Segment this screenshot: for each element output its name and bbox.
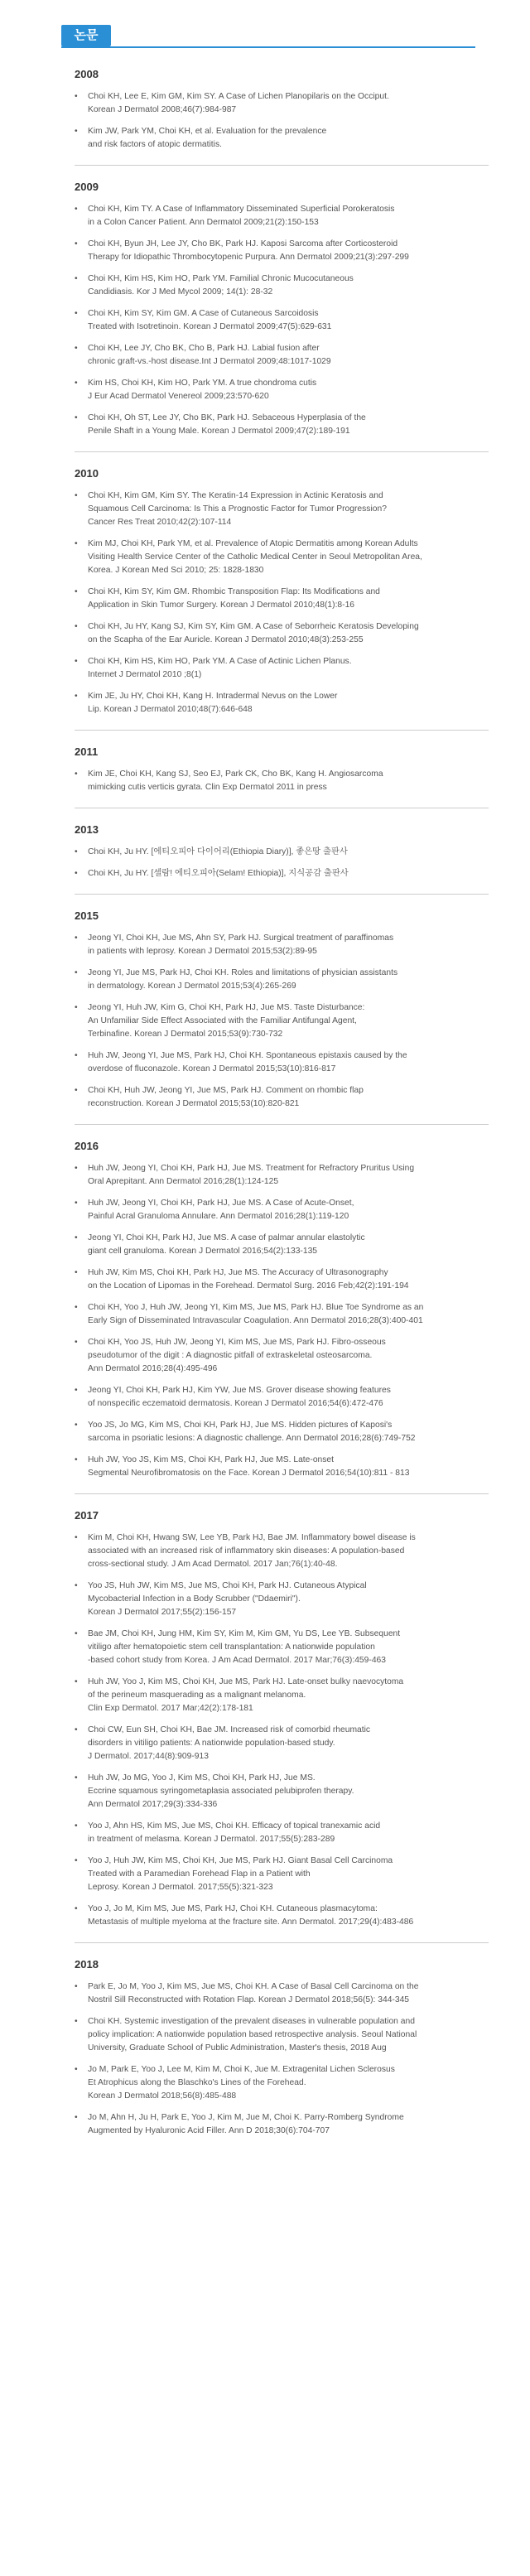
publication-entry	[75, 1820, 505, 1846]
citation-line: chronic graft-vs.-host disease.Int J Dermatol 2009;48:1017-1029	[88, 357, 331, 366]
section-divider	[75, 451, 489, 452]
citation-line: Choi KH, Kim GM, Kim SY. The Keratin-14 Expression in Actinic Keratosis and	[88, 491, 383, 500]
publication-entry	[75, 307, 505, 334]
citation-line: reconstruction. Korean J Dermatol 2015;53(10):820-821	[88, 1099, 300, 1108]
bullet-icon: •	[75, 968, 78, 977]
bullet-icon: •	[75, 1386, 78, 1395]
citation-line: Metastasis of multiple myeloma at the fracture site. Ann Dermatol. 2017;29(4):483-486	[88, 1918, 414, 1927]
citation-line: Kim JE, Choi KH, Kang SJ, Seo EJ, Park CK, Cho BK, Kang H. Angiosarcoma	[88, 769, 383, 779]
citation-line: Jeong YI, Choi KH, Park HJ, Jue MS. A case of palmar annular elastolytic	[88, 1233, 365, 1242]
bullet-icon: •	[75, 1982, 78, 1991]
citation-line: Jo M, Park E, Yoo J, Lee M, Kim M, Choi K, Jue M. Extragenital Lichen Sclerosus	[88, 2065, 395, 2074]
citation-line: Yoo J, Ahn HS, Kim MS, Jue MS, Choi KH. Efficacy of topical tranexamic acid	[88, 1821, 381, 1831]
citation-line: An Unfamiliar Side Effect Associated with the Familiar Antifungal Agent,	[88, 1016, 357, 1025]
bullet-icon: •	[75, 1821, 78, 1831]
publication-entry	[75, 90, 505, 117]
bullet-icon: •	[75, 769, 78, 779]
bullet-icon: •	[75, 2113, 78, 2122]
citation-line: Treated with Isotretinoin. Korean J Dermatol 2009;47(5):629-631	[88, 322, 332, 331]
publication-entry	[75, 932, 505, 958]
citation-line: in a Colon Cancer Patient. Ann Dermatol 2009;21(2):150-153	[88, 218, 319, 227]
bullet-icon: •	[75, 1904, 78, 1913]
publication-entry	[75, 490, 505, 529]
publication-entry	[75, 1301, 505, 1328]
year-heading: 2017	[75, 1509, 99, 1522]
bullet-icon: •	[75, 933, 78, 943]
bullet-icon: •	[75, 127, 78, 136]
publication-entry	[75, 412, 505, 438]
bullet-icon: •	[75, 1199, 78, 1208]
bullet-icon: •	[75, 622, 78, 631]
bullet-icon: •	[75, 205, 78, 214]
citation-line: Choi KH, Ju HY, Kang SJ, Kim SY, Kim GM. A Case of Seborrheic Keratosis Developing	[88, 622, 419, 631]
citation-line: University, Graduate School of Public Administration, Master's thesis, 2018 Aug	[88, 2043, 387, 2053]
publication-entry	[75, 238, 505, 264]
bullet-icon: •	[75, 1051, 78, 1060]
publication-entry	[75, 1724, 505, 1763]
section-divider	[75, 894, 489, 895]
publication-entry	[75, 1084, 505, 1111]
year-section	[75, 909, 505, 1111]
publication-entry	[75, 125, 505, 152]
bullet-icon: •	[75, 587, 78, 596]
year-section	[75, 1958, 505, 2138]
citation-line: Painful Acral Granuloma Annulare. Ann Dermatol 2016;28(1):119-120	[88, 1212, 349, 1221]
bullet-icon: •	[75, 274, 78, 283]
citation-line: disorders in vitiligo patients: A nationwide population-based study.	[88, 1739, 335, 1748]
publication-entry	[75, 2063, 505, 2103]
publication-entry	[75, 1532, 505, 1571]
citation-line: Yoo JS, Jo MG, Kim MS, Choi KH, Park HJ, Jue MS. Hidden pictures of Kaposi's	[88, 1421, 393, 1430]
citation-line: and risk factors of atopic dermatitis.	[88, 140, 222, 149]
citation-line: in treatment of melasma. Korean J Dermatol. 2017;55(5):283-289	[88, 1835, 335, 1844]
citation-line: Huh JW, Yoo JS, Kim MS, Choi KH, Park HJ, Jue MS. Late-onset	[88, 1455, 335, 1464]
bullet-icon: •	[75, 92, 78, 101]
citation-line: Visiting Health Service Center of the Catholic Medical Center in Seoul Metropolitan Area,	[88, 552, 422, 562]
publication-entry	[75, 1384, 505, 1411]
year-heading: 2016	[75, 1140, 99, 1152]
bullet-icon: •	[75, 239, 78, 248]
bullet-icon: •	[75, 1233, 78, 1242]
citation-line: Choi KH, Oh ST, Lee JY, Cho BK, Park HJ. Sebaceous Hyperplasia of the	[88, 413, 366, 422]
citation-line: Eccrine squamous syringometaplasia associated pelubiprofen therapy.	[88, 1787, 354, 1796]
year-heading: 2008	[75, 68, 99, 80]
citation-line: sarcoma in psoriatic lesions: A diagnostic challenge. Ann Dermatol 2016;28(6):749-752	[88, 1434, 416, 1443]
bullet-icon: •	[75, 1581, 78, 1590]
bullet-icon: •	[75, 1455, 78, 1464]
section-title-tab: 논문	[61, 25, 111, 46]
citation-line: in dermatology. Korean J Dermatol 2015;53(4):265-269	[88, 982, 296, 991]
citation-line: Early Sign of Disseminated Intravascular Coagulation. Ann Dermatol 2016;28(3):400-401	[88, 1316, 423, 1325]
bullet-icon: •	[75, 1773, 78, 1782]
citation-line: Choi KH, Yoo JS, Huh JW, Jeong YI, Kim MS, Jue MS, Park HJ. Fibro-osseous	[88, 1338, 386, 1347]
publication-entry	[75, 620, 505, 647]
publication-entry	[75, 1049, 505, 1076]
citation-line: Lip. Korean J Dermatol 2010;48(7):646-648	[88, 705, 253, 714]
citation-line: Ann Dermatol 2016;28(4):495-496	[88, 1364, 218, 1373]
publication-entry	[75, 1162, 505, 1189]
bullet-icon: •	[75, 847, 78, 856]
year-heading: 2018	[75, 1958, 99, 1971]
citation-line: Yoo JS, Huh JW, Kim MS, Jue MS, Choi KH, Park HJ. Cutaneous Atypical	[88, 1581, 367, 1590]
publication-entry	[75, 342, 505, 369]
citation-line: of the perineum masquerading as a malignant melanoma.	[88, 1691, 306, 1700]
bullet-icon: •	[75, 1164, 78, 1173]
bullet-icon: •	[75, 1086, 78, 1095]
citation-line: Jeong YI, Jue MS, Park HJ, Choi KH. Roles and limitations of physician assistants	[88, 968, 398, 977]
publication-entry	[75, 377, 505, 403]
year-section	[75, 181, 505, 438]
year-section	[75, 467, 505, 716]
publication-entry	[75, 538, 505, 577]
section-divider	[75, 1493, 489, 1494]
publication-entry	[75, 1232, 505, 1258]
publication-list	[75, 68, 505, 2151]
citation-line: Huh JW, Jeong YI, Choi KH, Park HJ, Jue MS. Treatment for Refractory Pruritus Using	[88, 1164, 415, 1173]
citation-line: Therapy for Idiopathic Thrombocytopenic Purpura. Ann Dermatol 2009;21(3):297-299	[88, 253, 409, 262]
publication-entry	[75, 1855, 505, 1894]
citation-line: mimicking cutis verticis gyrata. Clin Exp Dermatol 2011 in press	[88, 783, 327, 792]
citation-line: Choi KH, Ju HY. [에티오피아 다이어리(Ethiopia Diary)], 좋은땅 출판사	[88, 847, 348, 856]
section-divider	[75, 165, 489, 166]
citation-line: Choi KH, Huh JW, Jeong YI, Jue MS, Park HJ. Comment on rhombic flap	[88, 1086, 364, 1095]
citation-line: overdose of fluconazole. Korean J Dermatol 2015;53(10):816-817	[88, 1064, 336, 1073]
citation-line: Squamous Cell Carcinoma: Is This a Prognostic Factor for Tumor Progression?	[88, 504, 387, 514]
citation-line: Korea. J Korean Med Sci 2010; 25: 1828-1830	[88, 566, 264, 575]
citation-line: Et Atrophicus along the Blaschko's Lines of the Forehead.	[88, 2078, 306, 2087]
publication-entry	[75, 1454, 505, 1480]
publication-entry	[75, 273, 505, 299]
bullet-icon: •	[75, 1003, 78, 1012]
citation-line: Choi CW, Eun SH, Choi KH, Bae JM. Increased risk of comorbid rheumatic	[88, 1725, 371, 1734]
bullet-icon: •	[75, 1856, 78, 1865]
publication-entry	[75, 846, 505, 859]
citation-line: Kim HS, Choi KH, Kim HO, Park YM. A true chondroma cutis	[88, 379, 317, 388]
publication-entry	[75, 1336, 505, 1376]
citation-line: Application in Skin Tumor Surgery. Korean J Dermatol 2010;48(1):8-16	[88, 601, 355, 610]
citation-line: Yoo J, Jo M, Kim MS, Jue MS, Park HJ, Choi KH. Cutaneous plasmacytoma:	[88, 1904, 378, 1913]
publication-entry	[75, 203, 505, 229]
year-heading: 2013	[75, 823, 99, 836]
citation-line: Choi KH, Kim HS, Kim HO, Park YM. A Case of Actinic Lichen Planus.	[88, 657, 352, 666]
year-heading: 2015	[75, 909, 99, 922]
year-heading: 2009	[75, 181, 99, 193]
publication-entry	[75, 1772, 505, 1811]
bullet-icon: •	[75, 1338, 78, 1347]
section-divider	[75, 1942, 489, 1943]
citation-line: Huh JW, Yoo J, Kim MS, Choi KH, Jue MS, Park HJ. Late-onset bulky naevocytoma	[88, 1677, 404, 1686]
year-section	[75, 823, 505, 880]
citation-line: associated with an increased risk of inflammatory skin diseases: A population-based	[88, 1546, 405, 1556]
citation-line: on the Scapha of the Ear Auricle. Korean J Dermatol 2010;48(3):253-255	[88, 635, 364, 644]
year-section	[75, 745, 505, 794]
bullet-icon: •	[75, 379, 78, 388]
section-divider	[75, 730, 489, 731]
year-heading: 2011	[75, 745, 99, 758]
citation-line: Oral Aprepitant. Ann Dermatol 2016;28(1):124-125	[88, 1177, 279, 1186]
section-divider	[75, 1124, 489, 1125]
publication-entry	[75, 1001, 505, 1041]
bullet-icon: •	[75, 491, 78, 500]
bullet-icon: •	[75, 1268, 78, 1277]
citation-line: Korean J Dermatol 2018;56(8):485-488	[88, 2091, 237, 2101]
publication-entry	[75, 967, 505, 993]
publication-entry	[75, 1419, 505, 1445]
publication-entry	[75, 586, 505, 612]
citation-line: J Eur Acad Dermatol Venereol 2009;23:570-620	[88, 392, 269, 401]
citation-line: Augmented by Hyaluronic Acid Filler. Ann D 2018;30(6):704-707	[88, 2126, 330, 2135]
citation-line: on the Location of Lipomas in the Forehead. Dermatol Surg. 2016 Feb;42(2):191-194	[88, 1281, 409, 1290]
citation-line: Huh JW, Jo MG, Yoo J, Kim MS, Choi KH, Park HJ, Jue MS.	[88, 1773, 316, 1782]
bullet-icon: •	[75, 2065, 78, 2074]
bullet-icon: •	[75, 539, 78, 548]
citation-line: Huh JW, Jeong YI, Choi KH, Park HJ, Jue MS. A Case of Acute-Onset,	[88, 1199, 354, 1208]
citation-line: Kim M, Choi KH, Hwang SW, Lee YB, Park HJ, Bae JM. Inflammatory bowel disease is	[88, 1533, 416, 1542]
citation-line: Ann Dermatol 2017;29(3):334-336	[88, 1800, 218, 1809]
citation-line: Huh JW, Jeong YI, Jue MS, Park HJ, Choi KH. Spontaneous epistaxis caused by the	[88, 1051, 407, 1060]
citation-line: Nostril Sill Reconstructed with Rotation Flap. Korean J Dermatol 2018;56(5): 344-345	[88, 1995, 410, 2004]
citation-line: Terbinafine. Korean J Dermatol 2015;53(9):730-732	[88, 1030, 283, 1039]
bullet-icon: •	[75, 413, 78, 422]
citation-line: cross-sectional study. J Am Acad Dermatol. 2017 Jan;76(1):40-48.	[88, 1560, 338, 1569]
citation-line: pseudotumor of the digit : A diagnostic pitfall of extraskeletal osteosarcoma.	[88, 1351, 373, 1360]
citation-line: Candidiasis. Kor J Med Mycol 2009; 14(1): 28-32	[88, 287, 273, 297]
year-section	[75, 1140, 505, 1480]
bullet-icon: •	[75, 692, 78, 701]
publication-entry	[75, 1676, 505, 1715]
citation-line: of nonspecific eczematoid dermatosis. Korean J Dermatol 2016;54(6):472-476	[88, 1399, 383, 1408]
citation-line: Jeong YI, Choi KH, Jue MS, Ahn SY, Park HJ. Surgical treatment of paraffinomas	[88, 933, 394, 943]
citation-line: Jeong YI, Huh JW, Kim G, Choi KH, Park HJ, Jue MS. Taste Disturbance:	[88, 1003, 365, 1012]
bullet-icon: •	[75, 2017, 78, 2026]
publication-entry	[75, 867, 505, 880]
citation-line: Huh JW, Kim MS, Choi KH, Park HJ, Jue MS. The Accuracy of Ultrasonography	[88, 1268, 388, 1277]
citation-line: Choi KH, Kim HS, Kim HO, Park YM. Familial Chronic Mucocutaneous	[88, 274, 354, 283]
citation-line: Choi KH, Kim TY. A Case of Inflammatory Disseminated Superficial Porokeratosis	[88, 205, 395, 214]
bullet-icon: •	[75, 1533, 78, 1542]
publication-entry	[75, 1266, 505, 1293]
citation-line: Choi KH, Kim SY, Kim GM. A Case of Cutaneous Sarcoidosis	[88, 309, 319, 318]
citation-line: Choi KH, Byun JH, Lee JY, Cho BK, Park HJ. Kaposi Sarcoma after Corticosteroid	[88, 239, 398, 248]
publication-entry	[75, 2015, 505, 2055]
citation-line: Kim JW, Park YM, Choi KH, et al. Evaluation for the prevalence	[88, 127, 327, 136]
citation-line: Yoo J, Huh JW, Kim MS, Choi KH, Jue MS, Park HJ. Giant Basal Cell Carcinoma	[88, 1856, 393, 1865]
bullet-icon: •	[75, 1629, 78, 1638]
citation-line: Choi KH, Yoo J, Huh JW, Jeong YI, Kim MS, Jue MS, Park HJ. Blue Toe Syndrome as an	[88, 1303, 424, 1312]
bullet-icon: •	[75, 344, 78, 353]
citation-line: Kim JE, Ju HY, Choi KH, Kang H. Intradermal Nevus on the Lower	[88, 692, 338, 701]
citation-line: in patients with leprosy. Korean J Dermatol 2015;53(2):89-95	[88, 947, 317, 956]
citation-line: Bae JM, Choi KH, Jung HM, Kim SY, Kim M, Kim GM, Yu DS, Lee YB. Subsequent	[88, 1629, 401, 1638]
citation-line: Segmental Neurofibromatosis on the Face. Korean J Dermatol 2016;54(10):811 - 813	[88, 1469, 410, 1478]
publication-entry	[75, 1903, 505, 1929]
publication-entry	[75, 2111, 505, 2138]
citation-line: Treated with a Paramedian Forehead Flap in a Patient with	[88, 1869, 311, 1879]
bullet-icon: •	[75, 657, 78, 666]
citation-line: Penile Shaft in a Young Male. Korean J Dermatol 2009;47(2):189-191	[88, 427, 350, 436]
citation-line: Internet J Dermatol 2010 ;8(1)	[88, 670, 202, 679]
bullet-icon: •	[75, 1421, 78, 1430]
citation-line: Korean J Dermatol 2017;55(2):156-157	[88, 1608, 237, 1617]
citation-line: Mycobacterial Infection in a Body Scrubber ("Ddaemiri").	[88, 1594, 301, 1604]
citation-line: policy implication: A nationwide population based retrospective analysis. Seoul National	[88, 2030, 417, 2039]
citation-line: Jo M, Ahn H, Ju H, Park E, Yoo J, Kim M, Jue M, Choi K. Parry-Romberg Syndrome	[88, 2113, 404, 2122]
publication-entry	[75, 655, 505, 682]
publication-entry	[75, 690, 505, 716]
citation-line: Cancer Res Treat 2010;42(2):107-114	[88, 518, 232, 527]
citation-line: Choi KH, Kim SY, Kim GM. Rhombic Transposition Flap: Its Modifications and	[88, 587, 380, 596]
citation-line: Clin Exp Dermatol. 2017 Mar;42(2):178-181	[88, 1704, 253, 1713]
citation-line: Choi KH, Ju HY. [셀람! 에티오피아(Selam! Ethiopia)], 지식공감 출판사	[88, 869, 349, 878]
year-section	[75, 1509, 505, 1929]
citation-line: vitiligo after hematopoietic stem cell transplantation: A nationwide population	[88, 1643, 375, 1652]
citation-line: J Dermatol. 2017;44(8):909-913	[88, 1752, 209, 1761]
publication-entry	[75, 1580, 505, 1619]
citation-line: Kim MJ, Choi KH, Park YM, et al. Prevalence of Atopic Dermatitis among Korean Adults	[88, 539, 418, 548]
citation-line: giant cell granuloma. Korean J Dermatol 2016;54(2):133-135	[88, 1247, 318, 1256]
citation-line: -based cohort study from Korea. J Am Acad Dermatol. 2017 Mar;76(3):459-463	[88, 1656, 386, 1665]
header-rule	[61, 46, 475, 48]
citation-line: Choi KH. Systemic investigation of the prevalent diseases in vulnerable population and	[88, 2017, 415, 2026]
citation-line: Leprosy. Korean J Dermatol. 2017;55(5):321-323	[88, 1883, 273, 1892]
bullet-icon: •	[75, 309, 78, 318]
bullet-icon: •	[75, 869, 78, 878]
bullet-icon: •	[75, 1303, 78, 1312]
citation-line: Jeong YI, Choi KH, Park HJ, Kim YW, Jue MS. Grover disease showing features	[88, 1386, 391, 1395]
year-section	[75, 68, 505, 152]
citation-line: Choi KH, Lee E, Kim GM, Kim SY. A Case of Lichen Planopilaris on the Occiput.	[88, 92, 389, 101]
publication-entry	[75, 1980, 505, 2007]
publication-entry	[75, 1197, 505, 1223]
publication-entry	[75, 1628, 505, 1667]
bullet-icon: •	[75, 1725, 78, 1734]
citation-line: Choi KH, Lee JY, Cho BK, Cho B, Park HJ. Labial fusion after	[88, 344, 320, 353]
year-heading: 2010	[75, 467, 99, 480]
bullet-icon: •	[75, 1677, 78, 1686]
citation-line: Korean J Dermatol 2008;46(7):984-987	[88, 105, 237, 114]
publication-entry	[75, 768, 505, 794]
citation-line: Park E, Jo M, Yoo J, Kim MS, Jue MS, Choi KH. A Case of Basal Cell Carcinoma on the	[88, 1982, 419, 1991]
